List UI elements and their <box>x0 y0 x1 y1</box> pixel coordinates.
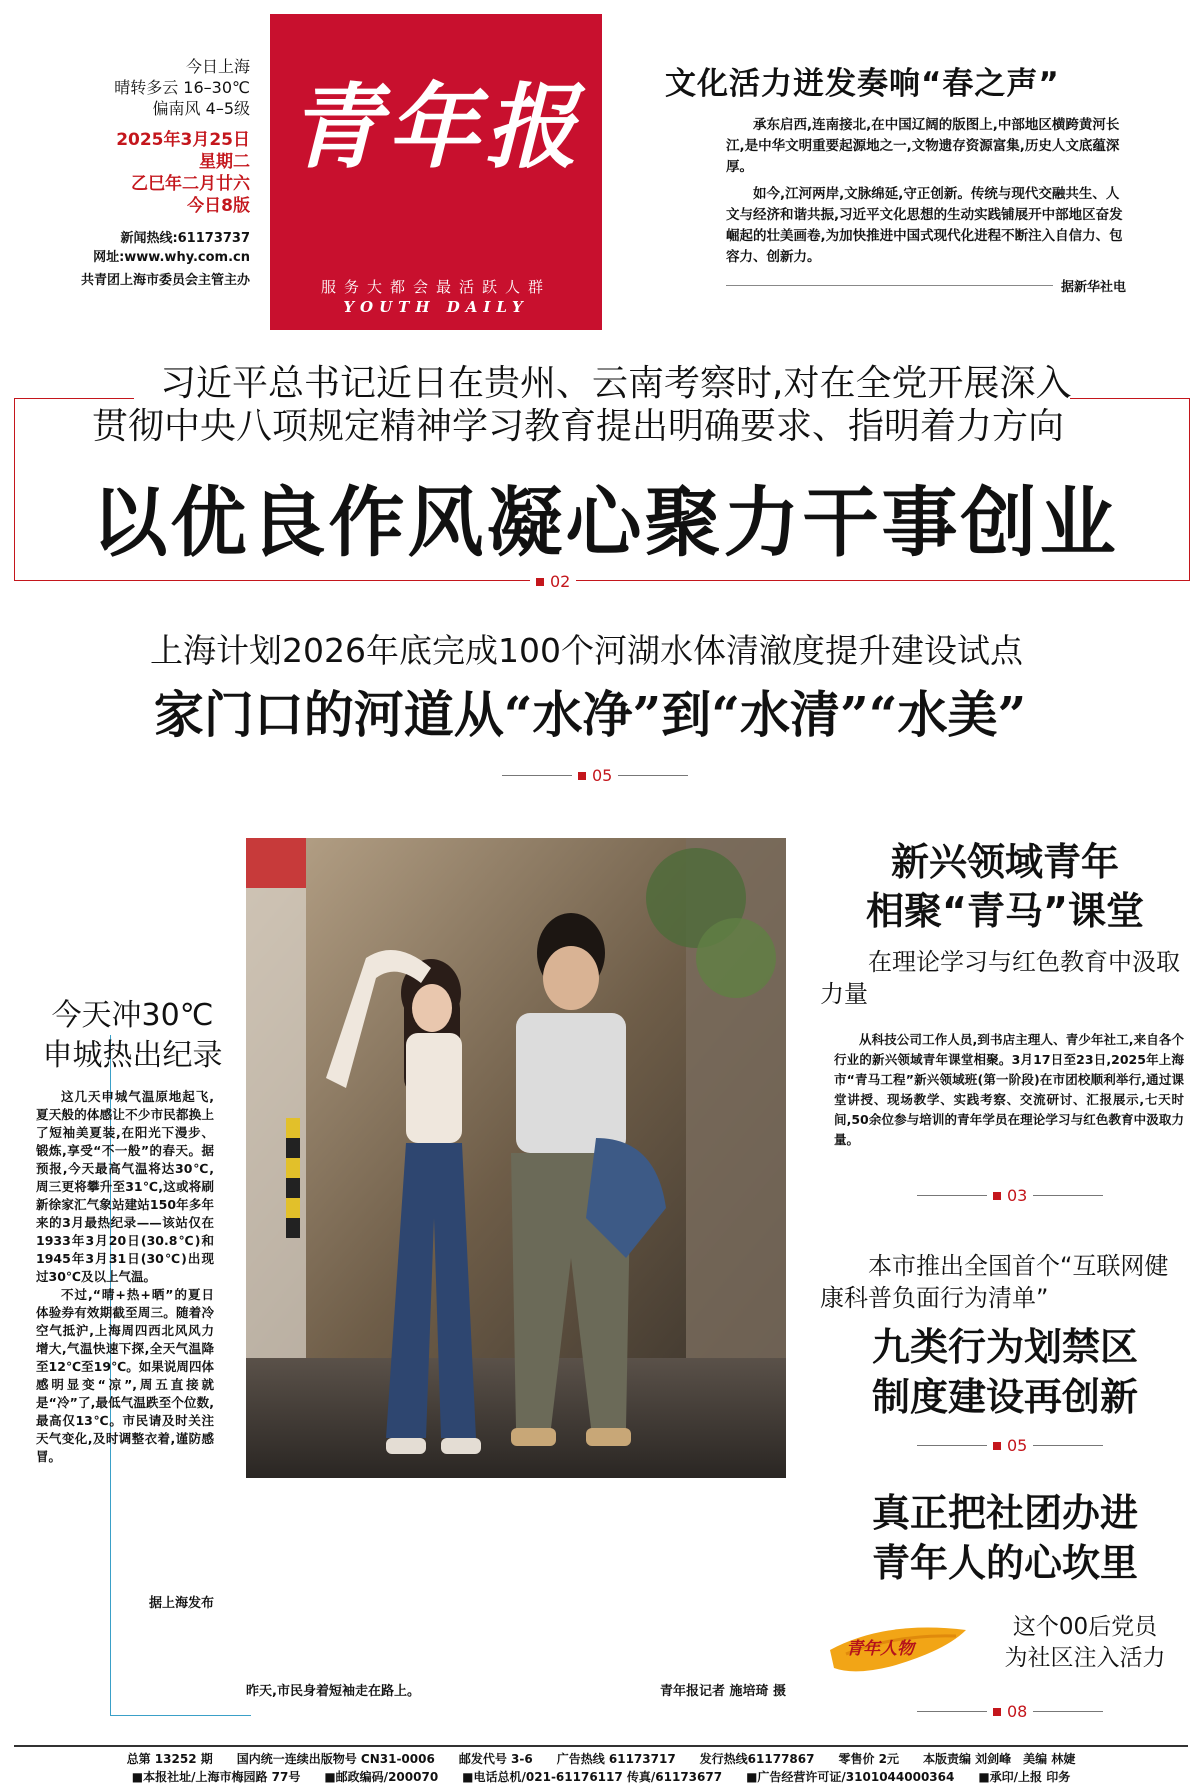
paragraph: 这几天申城气温原地起飞,夏天般的体感让不少市民都换上了短袖美夏装,在阳光下漫步、锻炼,享受“不一般”的春天。据预报,今天最高气温将达30℃,周三更将攀升至31℃,这或将刷新徐家汇气象站建站150年多年来的3月最热纪录——该站仅在1933年3月20日(30.8℃)和1945年3月31日(30℃)出现过30℃及以上气温。 <box>36 1089 214 1284</box>
top-story-paragraph: 如今,江河两岸,文脉绵延,守正创新。传统与现代交融共生、人文与经济和谐共振,习近平文化思想的生动实践铺展开中部地区奋发崛起的壮美画卷,为加快推进中国式现代化进程不断注入自信力、包容力、创新力。 <box>726 186 1123 265</box>
right-story-3-subtitle <box>990 1612 1180 1674</box>
title-line: 九类行为划禁区 <box>871 1325 1138 1369</box>
divider <box>917 1195 987 1196</box>
page-number: 08 <box>1007 1702 1028 1721</box>
footer-rule <box>14 1745 1188 1747</box>
title-line: 真正把社团办进 <box>871 1491 1138 1535</box>
paragraph: 不过,“晴+热+晒”的夏日体验券有效期截至周三。随着冷空气抵沪,上海周四西北风风力增大,气温快速下探,全天气温降至12℃至19℃。如果说周四体感明显变“凉”,周五直接就是“冷”了,最低气温跌至个位数,最高仅13℃。市民请及时关注天气变化,及时调整衣着,谨防感冒。 <box>36 1287 214 1464</box>
news-hotline: 新闻热线:61173737 <box>120 231 250 246</box>
weather-story-source: 据上海发布 <box>148 1596 214 1611</box>
issue-lunar-date: 乙巳年二月廿六 <box>131 174 250 194</box>
subtitle-line: 为社区注入活力 <box>1004 1645 1166 1671</box>
title-line: 申城热出纪录 <box>42 1038 223 1073</box>
title-line: 青年人的心坎里 <box>871 1541 1138 1585</box>
divider <box>1033 1195 1103 1196</box>
divider <box>1033 1711 1103 1712</box>
weather-story-title <box>20 996 245 1076</box>
sponsor: 共青团上海市委员会主管主办 <box>80 273 250 288</box>
title-line: 新兴领域青年 <box>890 840 1119 884</box>
page-number: 02 <box>550 572 571 591</box>
top-story-title: 文化活力迸发奏响“春之声” <box>665 66 1060 102</box>
divider <box>917 1711 987 1712</box>
page-marker-icon <box>578 772 586 780</box>
title-line: 今天冲30℃ <box>51 998 214 1033</box>
divider <box>917 1445 987 1446</box>
source-label: 据新华社电 <box>1060 280 1126 295</box>
top-story <box>640 58 1160 295</box>
paragraph: 从科技公司工作人员,到书店主理人、青少年社工,来自各个行业的新兴领域青年课堂相聚。3月17日至23日,2025年上海市“青马工程”新兴领域班(第一阶段)在市团校顺利举行,通过课堂讲授、现场教学、实践考察、交流研讨、汇报展示,七天时间,50余位参与培训的青年学员在理论学习与红色教育中汲取力量。 <box>834 1032 1184 1147</box>
right-story-1-page-ref[interactable] <box>917 1186 1103 1205</box>
street-photo <box>246 838 786 1478</box>
footer-line-2: ■本报社址/上海市梅园路 77号 ■邮政编码/200070 ■电话总机/021-61176117 传真/61173677 ■广告经营许可证/3101044000364 ■承印/上报 印务 <box>131 1770 1071 1784</box>
weather-story-body <box>36 1088 214 1466</box>
issue-date: 2025年3月25日 <box>116 130 250 150</box>
issue-page-count: 今日8版 <box>187 196 250 216</box>
page-number: 05 <box>1007 1436 1028 1455</box>
photo-caption <box>246 1680 786 1699</box>
divider <box>1033 1445 1103 1446</box>
badge-label: 青年人物 <box>846 1639 914 1659</box>
divider <box>502 775 572 776</box>
page-number: 03 <box>1007 1186 1028 1205</box>
photo-credit: 青年报记者 施培琦 摄 <box>659 1684 786 1699</box>
masthead-slogan: 服务大都会最活跃人群 <box>320 278 551 296</box>
lead-intro-line-2: 贯彻中央八项规定精神学习教育提出明确要求、指明着力方向 <box>92 406 1065 447</box>
right-story-3-title <box>820 1488 1190 1588</box>
page-marker-icon <box>536 578 544 586</box>
page-marker-icon <box>993 1442 1001 1450</box>
right-story-1-body <box>820 1030 1184 1150</box>
weather-condition: 晴转多云 16–30℃ <box>114 78 250 97</box>
lead-intro-line-1: 习近平总书记近日在贵州、云南考察时,对在全党开展深入 <box>160 363 1072 404</box>
right-story-3-page-ref[interactable] <box>917 1702 1103 1721</box>
issue-weekday: 星期二 <box>199 152 250 172</box>
subtitle-line: 这个00后党员 <box>1012 1614 1158 1640</box>
right-story-1-title <box>820 838 1190 936</box>
caption-text: 昨天,市民身着短袖走在路上。 <box>246 1684 420 1699</box>
divider <box>618 775 688 776</box>
divider <box>726 285 1053 286</box>
masthead-info <box>40 56 250 290</box>
right-story-1-subtitle: 在理论学习与红色教育中汲取力量 <box>820 948 1180 1008</box>
masthead-english: YOUTH DAILY <box>343 298 529 316</box>
title-line: 相聚“青马”课堂 <box>866 889 1144 933</box>
second-headline: 家门口的河道从“水净”到“水清”“水美” <box>153 685 1027 744</box>
photo-illustration <box>246 838 786 1478</box>
lead-page-ref[interactable] <box>530 572 576 591</box>
footer-line-1: 总第 13252 期 国内统一连续出版物号 CN31-0006 邮发代号 3-6 广告热线 61173717 发行热线61177867 零售价 2元 本版责编 刘剑峰 美编 林婕 <box>126 1752 1076 1766</box>
page-marker-icon <box>993 1708 1001 1716</box>
top-story-paragraph: 承东启西,连南接北,在中国辽阔的版图上,中部地区横跨黄河长江,是中华文明重要起源地之一,文物遗存资源富集,历史人文底蕴深厚。 <box>726 117 1120 175</box>
right-story-2-subtitle: 本市推出全国首个“互联网健康科普负面行为清单” <box>820 1252 1169 1312</box>
title-line: 制度建设再创新 <box>871 1375 1138 1419</box>
newspaper-logo: 青年报 <box>288 73 583 181</box>
column-badge <box>826 1610 974 1680</box>
right-story-2-title <box>820 1322 1190 1422</box>
page-number: 05 <box>592 766 613 785</box>
page-marker-icon <box>993 1192 1001 1200</box>
second-page-ref[interactable] <box>502 766 688 785</box>
website: 网址:www.why.com.cn <box>93 250 250 265</box>
second-kicker: 上海计划2026年底完成100个河湖水体清澈度提升建设试点 <box>150 631 1023 670</box>
top-story-source <box>726 276 1126 295</box>
lead-headline: 以优良作风凝心聚力干事创业 <box>91 478 1119 567</box>
right-story-2-page-ref[interactable] <box>917 1436 1103 1455</box>
weather-wind: 偏南风 4–5级 <box>152 99 250 118</box>
masthead-logo-block <box>270 14 602 330</box>
weather-city: 今日上海 <box>185 57 250 76</box>
